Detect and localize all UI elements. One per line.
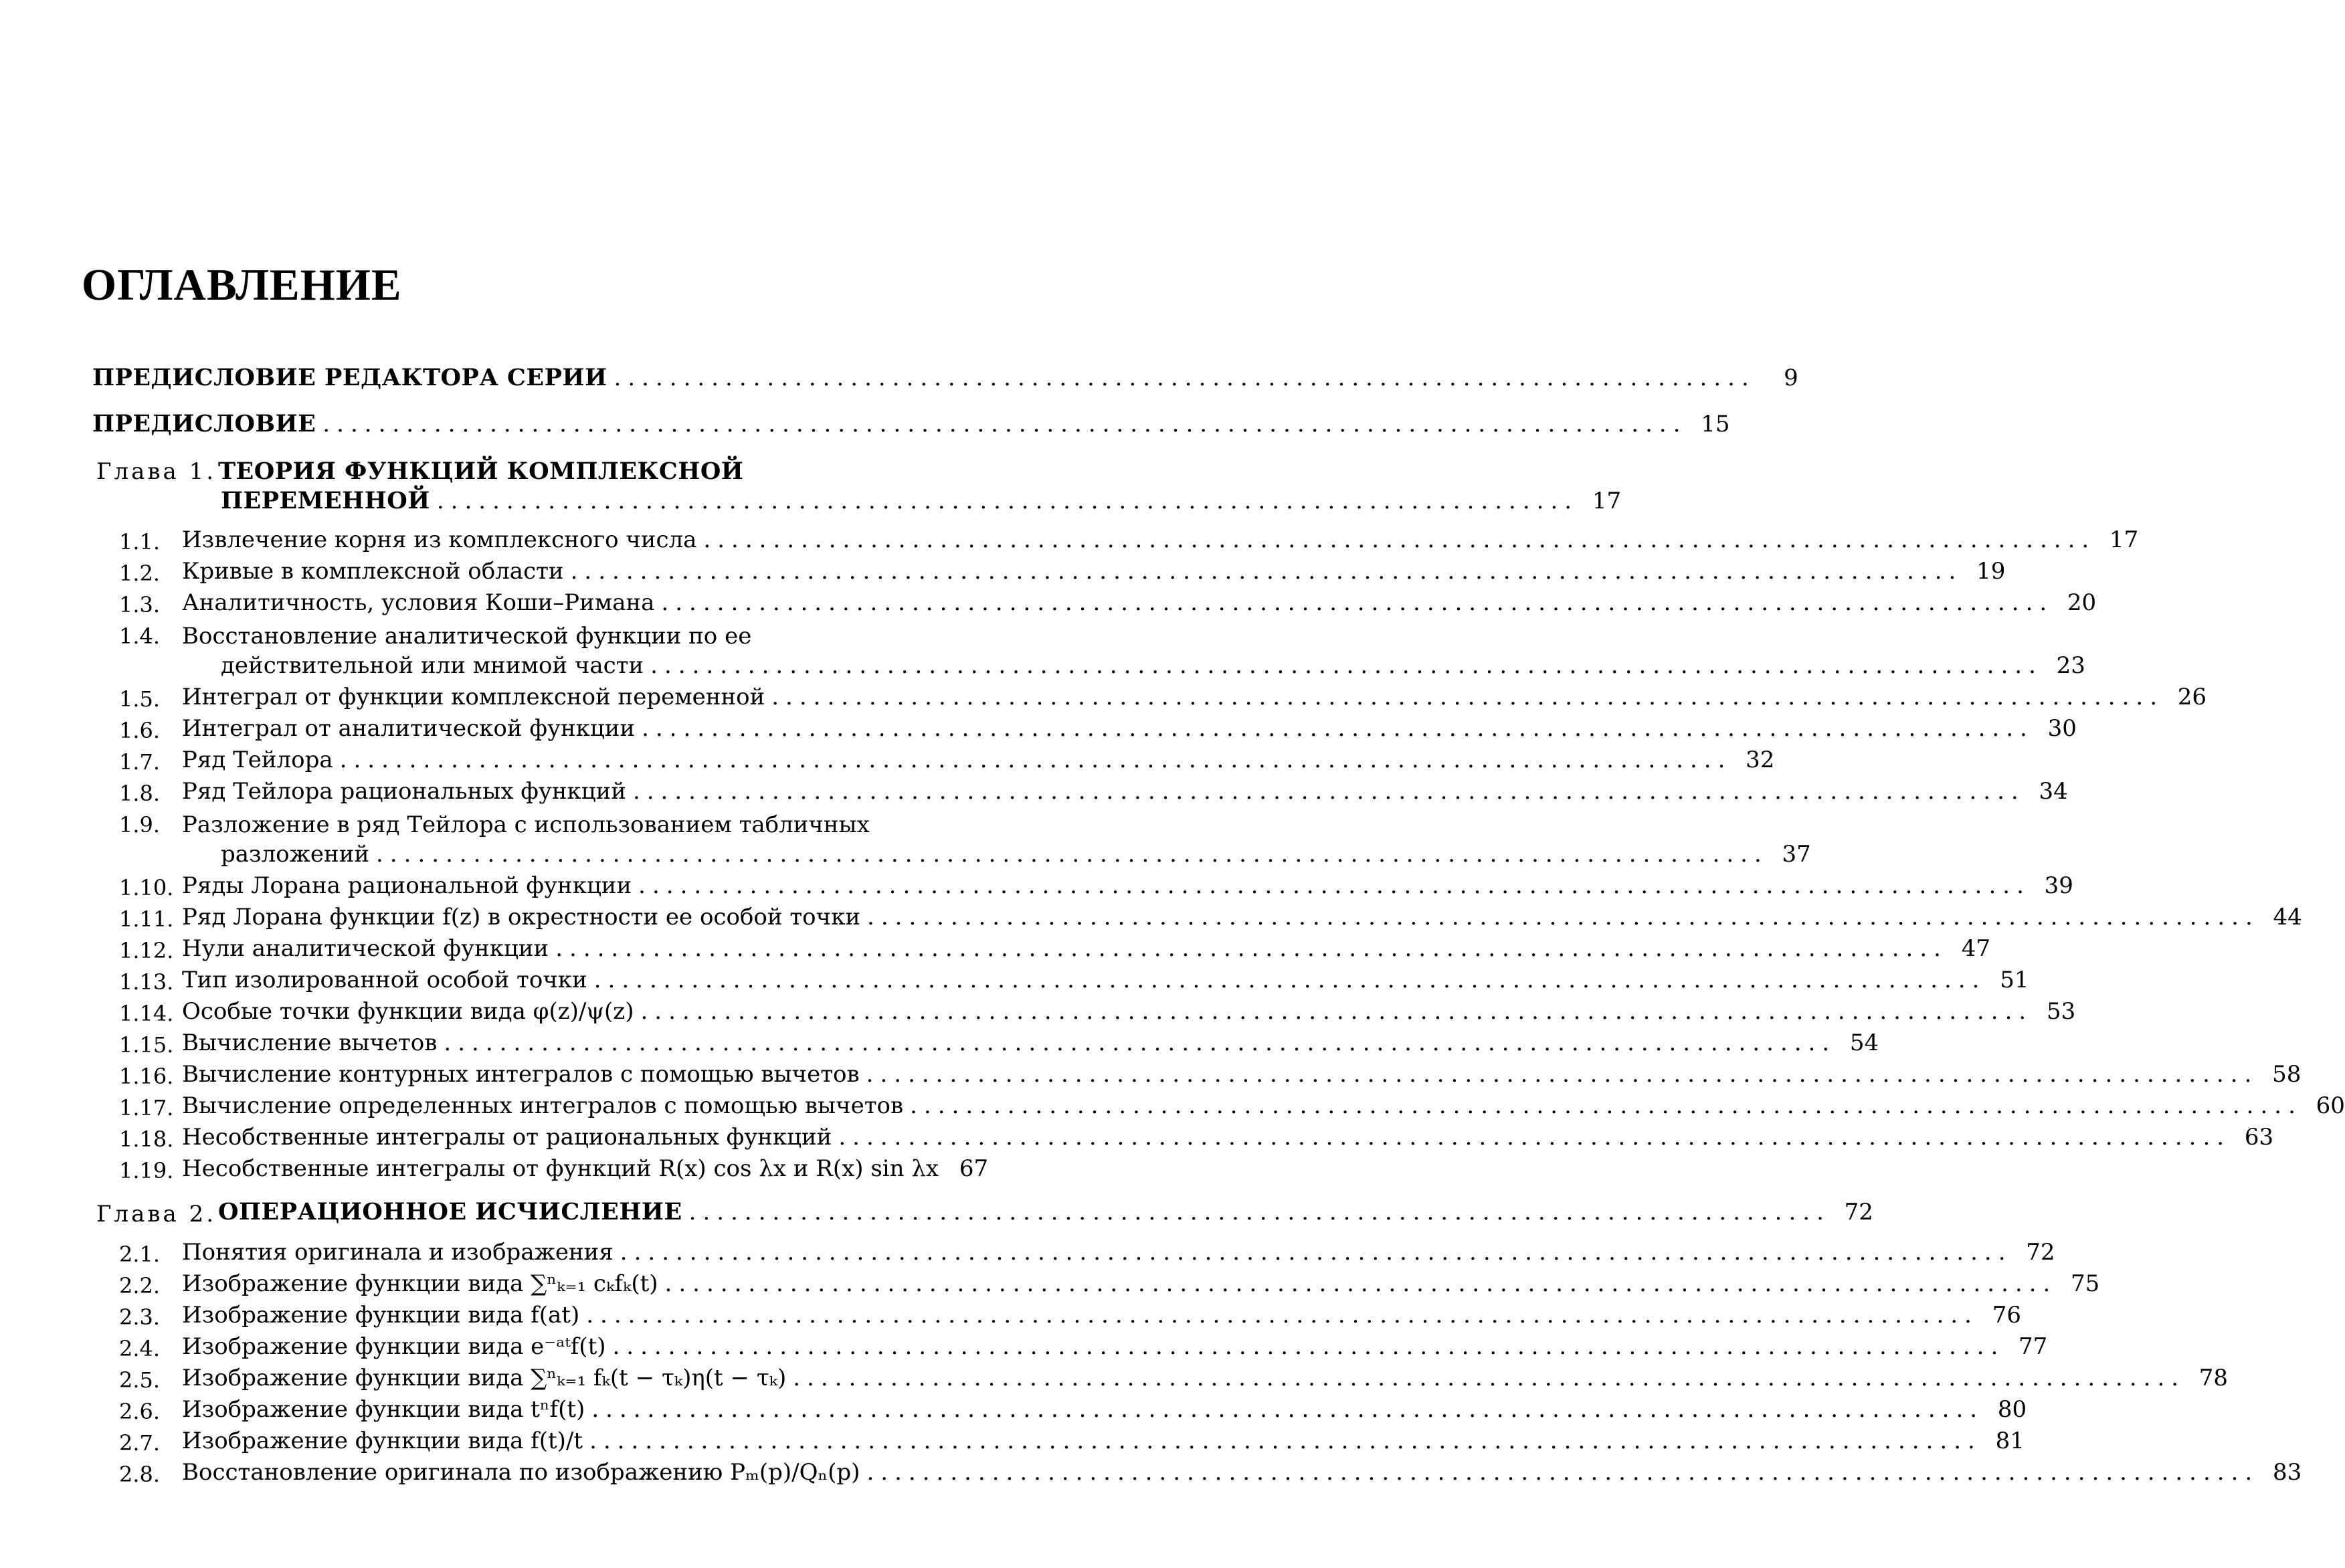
section-title: Ряд Тейлора: [182, 747, 333, 773]
leader-dots: ....................................................................................................: [632, 778, 2025, 805]
leader-dots: ....................................................................................................: [838, 1124, 2231, 1151]
section-page: 77: [2019, 1333, 2048, 1360]
section-page: 78: [2198, 1365, 2229, 1391]
section-page: 80: [1997, 1396, 2027, 1423]
toc-entry-title: ПРЕДИСЛОВИЕ: [92, 410, 316, 437]
section-title-line2: действительной или мнимой части: [221, 652, 644, 679]
section-title: Тип изолированной особой точки: [182, 967, 587, 993]
leader-dots: ....................................................................................................: [664, 1270, 2057, 1297]
toc-section-entry[interactable]: [182, 1061, 2302, 1088]
toc-section-entry[interactable]: [182, 1459, 2302, 1486]
section-number: 1.11.: [119, 906, 174, 932]
leader-dots: ..................................................................................................: [322, 411, 1687, 437]
chapter-2-label: Глава 2.: [96, 1201, 217, 1228]
toc-section-entry[interactable]: [182, 558, 2006, 585]
toc-entry-title: ПРЕДИСЛОВИЕ РЕДАКТОРА СЕРИИ: [92, 364, 607, 391]
toc-section-entry[interactable]: [182, 1396, 2027, 1423]
leader-dots: ....................................................................................................: [555, 935, 1948, 962]
toc-section-entry[interactable]: [182, 935, 1990, 962]
section-title: Нули аналитической функции: [182, 935, 549, 962]
leader-dots: ....................................................................................................: [591, 1396, 1984, 1423]
section-page: 63: [2244, 1124, 2274, 1151]
leader-dots: ....................................................................................................: [593, 967, 1986, 993]
section-page: 44: [2273, 904, 2302, 930]
leader-dots: ....................................................................................................: [444, 1030, 1837, 1056]
section-title: Несобственные интегралы от рациональных функций: [182, 1124, 832, 1151]
section-number: 2.4.: [119, 1336, 161, 1361]
toc-entry-page: 9: [1784, 365, 1798, 391]
section-title: Особые точки функции вида φ(z)/ψ(z): [182, 998, 634, 1025]
section-page: 19: [1976, 558, 2006, 585]
section-page: 83: [2272, 1459, 2302, 1486]
section-title: Изображение функции вида f(t)/t: [182, 1428, 583, 1454]
section-title: Интеграл от функции комплексной переменной: [182, 684, 765, 710]
section-page: 72: [2026, 1239, 2055, 1266]
section-title: Ряд Тейлора рациональных функций: [182, 778, 626, 805]
section-page: 51: [2000, 967, 2029, 993]
toc-section-entry[interactable]: [182, 1365, 2229, 1391]
section-number: 1.10.: [119, 875, 174, 900]
section-title: Восстановление оригинала по изображению Pₘ(p)/Qₙ(p): [182, 1459, 860, 1486]
section-page: 39: [2044, 872, 2073, 899]
toc-section-entry[interactable]: [221, 652, 2085, 679]
section-number: 1.16.: [119, 1064, 174, 1089]
section-number: 1.6.: [119, 718, 161, 743]
section-title: Несобственные интегралы от функций R(x) cos λx и R(x) sin λx: [182, 1155, 939, 1182]
toc-section-entry[interactable]: [182, 747, 1775, 773]
section-page: 67: [959, 1155, 989, 1182]
section-page: 60: [2316, 1092, 2345, 1119]
section-number: 2.6.: [119, 1399, 161, 1424]
section-title: Вычисление контурных интегралов с помощью вычетов: [182, 1061, 860, 1088]
section-number: 2.5.: [119, 1367, 161, 1393]
leader-dots: ....................................................................................................: [867, 904, 2259, 930]
leader-dots: ....................................................................................................: [638, 872, 2031, 899]
section-number: 2.7.: [119, 1430, 161, 1456]
section-page: 47: [1961, 935, 1990, 962]
toc-entry-chapter-1[interactable]: [221, 487, 1622, 514]
section-number: 2.2.: [119, 1273, 161, 1298]
leader-dots: ....................................................................................................: [642, 715, 2034, 742]
leader-dots: ....................................................................................................: [866, 1061, 2259, 1088]
section-number: 2.1.: [119, 1242, 161, 1267]
leader-dots: ....................................................................................................: [640, 998, 2033, 1025]
leader-dots: ....................................................................................................: [589, 1428, 1982, 1454]
section-title: Кривые в комплексной области: [182, 558, 564, 585]
leader-dots: ....................................................................................................: [866, 1459, 2259, 1486]
leader-dots: ....................................................................................................: [650, 652, 2043, 679]
section-title: Вычисление определенных интегралов с помощью вычетов: [182, 1092, 904, 1119]
toc-section-entry[interactable]: [182, 998, 2076, 1025]
leader-dots: ..................................................................................: [614, 365, 1756, 391]
section-number: 1.8.: [119, 781, 161, 806]
section-page: 23: [2056, 652, 2085, 679]
section-number: 1.9.: [119, 812, 161, 838]
toc-section-entry[interactable]: [182, 872, 2073, 899]
section-title: Ряд Лорана функции f(z) в окрестности ее особой точки: [182, 904, 861, 930]
toc-section-entry[interactable]: [182, 1155, 989, 1182]
section-number: 1.19.: [119, 1158, 174, 1183]
section-page: 37: [1782, 841, 1811, 868]
section-title: Изображение функции вида tⁿf(t): [182, 1396, 585, 1423]
toc-section-entry[interactable]: [182, 715, 2077, 742]
section-title-line1[interactable]: Разложение в ряд Тейлора с использованием табличных: [182, 811, 870, 838]
section-number: 1.14.: [119, 1001, 174, 1026]
section-number: 2.3.: [119, 1304, 161, 1330]
leader-dots: ....................................................................................................: [612, 1333, 2005, 1360]
toc-section-entry[interactable]: [182, 1333, 2048, 1360]
toc-section-entry[interactable]: [182, 526, 2139, 553]
section-number: 1.7.: [119, 749, 161, 775]
section-page: 54: [1849, 1030, 1879, 1056]
leader-dots: ....................................................................................................: [661, 589, 2054, 616]
toc-entry-page: 17: [1592, 488, 1622, 514]
leader-dots: ....................................................................................................: [910, 1092, 2302, 1119]
section-number: 1.5.: [119, 686, 161, 712]
leader-dots: ..................................................................................: [436, 488, 1579, 514]
section-page: 53: [2046, 998, 2076, 1025]
section-page: 58: [2272, 1061, 2302, 1088]
section-page: 76: [1992, 1302, 2021, 1329]
leader-dots: ....................................................................................................: [586, 1302, 1978, 1329]
toc-section-entry[interactable]: [182, 589, 2097, 616]
section-number: 1.2.: [119, 561, 161, 586]
section-title: Аналитичность, условия Коши–Римана: [182, 589, 655, 616]
leader-dots: ....................................................................................................: [620, 1239, 2012, 1266]
leader-dots: ..................................................................................: [688, 1199, 1831, 1226]
section-number: 1.17.: [119, 1095, 174, 1120]
chapter-1-title-line2: ПЕРЕМЕННОЙ: [221, 487, 430, 514]
leader-dots: ....................................................................................................: [771, 684, 2164, 710]
section-page: 75: [2071, 1270, 2100, 1297]
section-number: 1.18.: [119, 1126, 174, 1152]
section-title: Изображение функции вида e⁻ᵃᵗf(t): [182, 1333, 606, 1360]
section-title: Интеграл от аналитической функции: [182, 715, 636, 742]
leader-dots: ....................................................................................................: [793, 1365, 2186, 1391]
section-number: 1.1.: [119, 529, 161, 555]
chapter-2-title: ОПЕРАЦИОННОЕ ИСЧИСЛЕНИЕ: [218, 1198, 682, 1226]
page-title: ОГЛАВЛЕНИЕ: [82, 260, 402, 310]
section-title: Вычисление вычетов: [182, 1030, 438, 1056]
section-title-line1[interactable]: Восстановление аналитической функции по ее: [182, 623, 752, 650]
toc-section-entry[interactable]: [182, 1092, 2345, 1119]
leader-dots: ....................................................................................................: [703, 526, 2096, 553]
leader-dots: ....................................................................................................: [570, 558, 1963, 585]
section-number: 1.15.: [119, 1032, 174, 1058]
chapter-1-title-line1[interactable]: ТЕОРИЯ ФУНКЦИЙ КОМПЛЕКСНОЙ: [218, 458, 744, 485]
toc-section-entry[interactable]: [182, 1030, 1879, 1056]
section-number: 2.8.: [119, 1462, 161, 1487]
toc-section-entry[interactable]: [182, 1239, 2055, 1266]
toc-entry-chapter-2[interactable]: [218, 1198, 1873, 1226]
toc-section-entry[interactable]: [182, 967, 2029, 993]
toc-section-entry[interactable]: [182, 1270, 2100, 1297]
toc-section-entry[interactable]: [221, 841, 1811, 868]
section-title-line2: разложений: [221, 841, 370, 868]
chapter-1-label: Глава 1.: [96, 458, 217, 485]
toc-entry-page: 72: [1844, 1199, 1873, 1226]
section-title: Изображение функции вида ∑ⁿₖ₌₁ cₖfₖ(t): [182, 1270, 658, 1297]
toc-entry-preface[interactable]: [92, 410, 1730, 437]
leader-dots: ....................................................................................................: [376, 841, 1768, 868]
toc-section-entry[interactable]: [182, 1428, 2025, 1454]
toc-section-entry[interactable]: [182, 778, 2068, 805]
section-title: Понятия оригинала и изображения: [182, 1239, 614, 1266]
section-number: 1.13.: [119, 969, 174, 995]
section-page: 20: [2067, 589, 2097, 616]
section-title: Извлечение корня из комплексного числа: [182, 526, 697, 553]
leader-dots: ....................................................................................................: [339, 747, 1732, 773]
section-page: 81: [1995, 1428, 2025, 1454]
section-page: 26: [2177, 684, 2207, 710]
section-number: 1.12.: [119, 938, 174, 963]
section-number: 1.3.: [119, 592, 161, 617]
section-number: 1.4.: [119, 623, 161, 649]
section-title: Изображение функции вида f(at): [182, 1302, 580, 1329]
toc-section-entry[interactable]: [182, 1124, 2274, 1151]
section-page: 32: [1746, 747, 1775, 773]
section-page: 34: [2039, 778, 2068, 805]
toc-section-entry[interactable]: [182, 684, 2207, 710]
toc-section-entry[interactable]: [182, 904, 2302, 930]
section-page: 17: [2109, 526, 2139, 553]
section-title: Ряды Лорана рациональной функции: [182, 872, 632, 899]
toc-entry-editor-preface[interactable]: [92, 364, 1798, 391]
toc-entry-page: 15: [1701, 411, 1730, 437]
toc-section-entry[interactable]: [182, 1302, 2021, 1329]
section-page: 30: [2047, 715, 2077, 742]
section-title: Изображение функции вида ∑ⁿₖ₌₁ fₖ(t − τₖ)η(t − τₖ): [182, 1365, 787, 1391]
